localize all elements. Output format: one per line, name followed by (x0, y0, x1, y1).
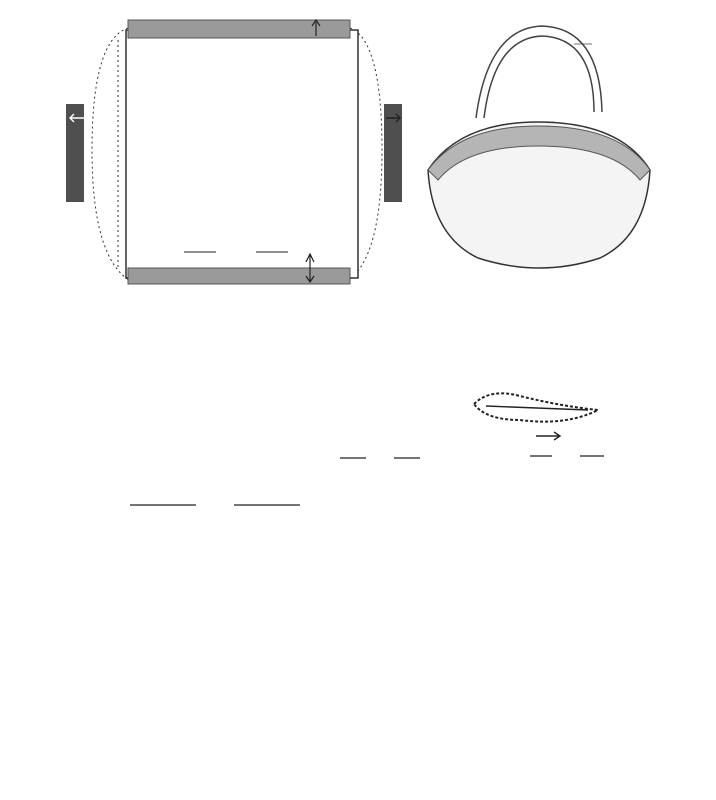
bag-panel-schematic (0, 0, 402, 284)
top-hem-band (128, 20, 350, 38)
bottom-hem-band (128, 268, 350, 284)
motif-diagrams (130, 393, 604, 512)
leaf-direction-arrow-icon (536, 432, 560, 440)
leaf-diagram (474, 393, 598, 440)
finished-bag-illustration (428, 26, 650, 268)
panel-body (126, 30, 358, 278)
